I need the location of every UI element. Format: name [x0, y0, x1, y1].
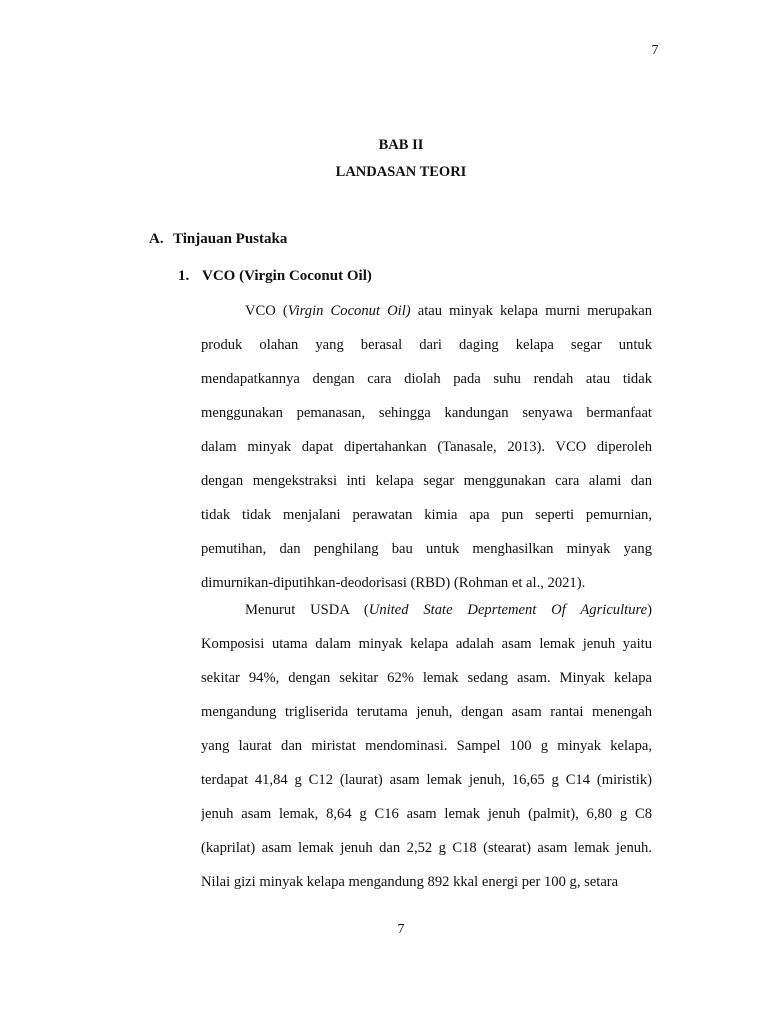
paragraph-line: produk olahan yang berasal dari daging kelapa segar untuk	[201, 337, 652, 353]
chapter-label: BAB II	[378, 137, 424, 153]
page-number-bottom: 7	[397, 922, 405, 937]
section-heading	[149, 231, 287, 248]
paragraph-line: Menurut USDA (United State Deprtement Of Agriculture)	[245, 602, 652, 618]
paragraph-line: tidak tidak menjalani perawatan kimia apa pun seperti pemurnian,	[201, 507, 652, 523]
paragraph-line: Komposisi utama dalam minyak kelapa adalah asam lemak jenuh yaitu	[201, 636, 652, 652]
paragraph-line: (kaprilat) asam lemak jenuh dan 2,52 g C18 (stearat) asam lemak jenuh.	[201, 840, 652, 856]
paragraph-line: Nilai gizi minyak kelapa mengandung 892 kkal energi per 100 g, setara	[201, 874, 619, 890]
page-number-top: 7	[651, 43, 659, 58]
subsection-number: 1.	[178, 268, 190, 284]
paragraph-line: terdapat 41,84 g C12 (laurat) asam lemak jenuh, 16,65 g C14 (miristik)	[201, 772, 652, 788]
paragraph-line: dimurnikan-diputihkan-deodorisasi (RBD) (Rohman et al., 2021).	[201, 575, 586, 591]
chapter-title: LANDASAN TEORI	[335, 164, 467, 180]
paragraph-line: pemutihan, dan penghilang bau untuk menghasilkan minyak yang	[201, 541, 652, 557]
paragraph-line: mendapatkannya dengan cara diolah pada suhu rendah atau tidak	[201, 371, 652, 387]
paragraph-line: sekitar 94%, dengan sekitar 62% lemak sedang asam. Minyak kelapa	[201, 670, 652, 686]
section-title: Tinjauan Pustaka	[173, 231, 288, 247]
section-number: A.	[149, 231, 164, 247]
paragraph-usda-composition	[201, 600, 652, 906]
paragraph-vco-definition	[201, 301, 652, 607]
paragraph-line: yang laurat dan miristat mendominasi. Sampel 100 g minyak kelapa,	[201, 738, 652, 754]
paragraph-line: dalam minyak dapat dipertahankan (Tanasale, 2013). VCO diperoleh	[201, 439, 652, 455]
paragraph-line: mengandung trigliserida terutama jenuh, dengan asam rantai menengah	[201, 704, 652, 720]
paragraph-line: dengan mengekstraksi inti kelapa segar menggunakan cara alami dan	[201, 473, 652, 489]
paragraph-line: jenuh asam lemak, 8,64 g C16 asam lemak jenuh (palmit), 6,80 g C8	[201, 806, 652, 822]
paragraph-line: menggunakan pemanasan, sehingga kandungan senyawa bermanfaat	[201, 405, 652, 421]
paragraph-line: VCO (Virgin Coconut Oil) atau minyak kelapa murni merupakan	[245, 303, 652, 319]
subsection-heading	[178, 268, 372, 285]
subsection-title: VCO (Virgin Coconut Oil)	[202, 268, 372, 284]
